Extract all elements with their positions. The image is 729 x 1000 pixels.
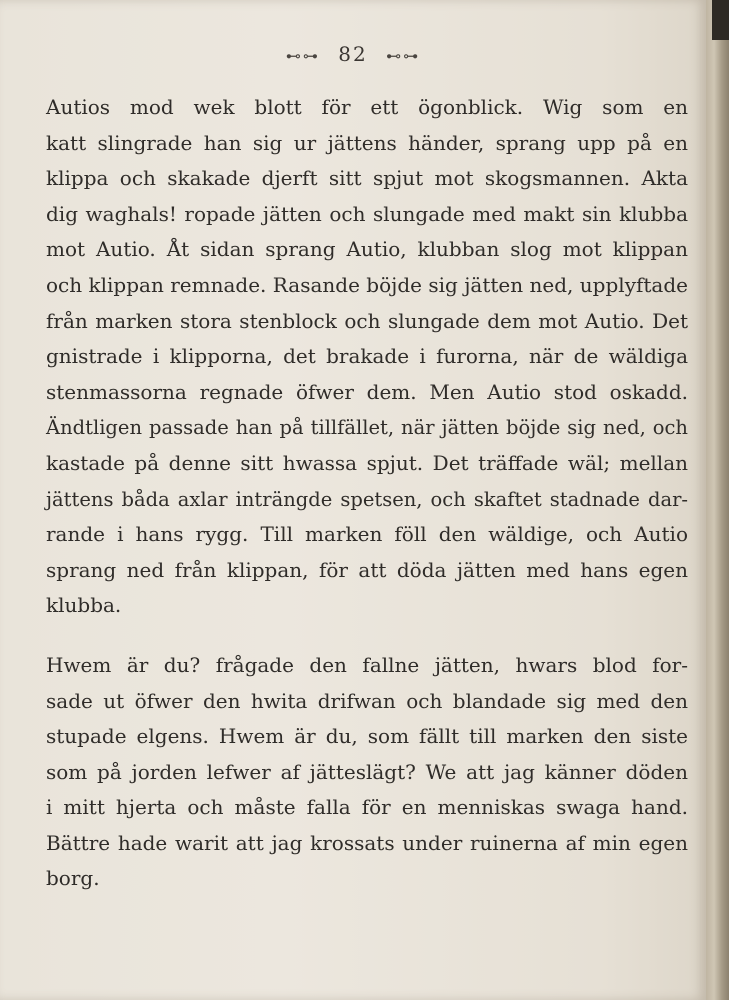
text-line: sprang ned från klippan, för att döda jätten med hans egen: [46, 557, 688, 582]
text-line: mot Autio. Åt sidan sprang Autio, klubban slog mot klippan: [46, 237, 688, 262]
text-line: sade ut öfwer den hwita drifwan och blandade sig med den: [46, 688, 688, 713]
text-line: rande i hans rygg. Till marken föll den wäldige, och Autio: [46, 522, 688, 547]
binding-shadow: [712, 0, 729, 40]
paragraph-1: [46, 90, 688, 624]
text-line: och klippan remnade. Rasande böjde sig jätten ned, upplyftade: [46, 272, 688, 297]
text-line: katt slingrade han sig ur jättens händer, sprang upp på en: [46, 130, 688, 155]
text-line: stupade elgens. Hwem är du, som fällt till marken den siste: [46, 724, 688, 749]
page-header: [0, 42, 706, 66]
text-line: dig waghals! ropade jätten och slungade med makt sin klubba: [46, 201, 688, 226]
text-line: som på jorden lefwer af jätteslägt? We att jag känner döden: [46, 759, 688, 784]
page-number: 82: [338, 42, 368, 66]
text-line: borg.: [46, 866, 100, 891]
text-line: stenmassorna regnade öfwer dem. Men Autio stod oskadd.: [46, 379, 688, 404]
text-line: jättens båda axlar inträngde spetsen, och skaftet stadnade dar-: [46, 487, 688, 511]
paragraph-2: [46, 648, 688, 897]
text-line: gnistrade i klipporna, det brakade i furorna, när de wäldiga: [46, 344, 688, 369]
text-line: Ändtligen passade han på tillfället, när jätten böjde sig ned, och: [46, 416, 688, 440]
page-body: [46, 90, 688, 897]
text-line: Autios mod wek blott för ett ögonblick. Wig som en: [46, 95, 688, 119]
text-line: kastade på denne sitt hwassa spjut. Det träffade wäl; mellan: [46, 450, 688, 475]
text-line: i mitt hjerta och måste falla för en menniskas swaga hand.: [46, 795, 688, 820]
ornament-left: ⊷⊶: [285, 47, 320, 65]
text-line: klippa och skakade djerft sitt spjut mot skogsmannen. Akta: [46, 166, 688, 191]
ornament-right: ⊷⊶: [386, 47, 421, 65]
page-edge: [706, 0, 729, 1000]
text-line: Hwem är du? frågade den fallne jätten, hwars blod for-: [46, 652, 688, 677]
text-line: klubba.: [46, 593, 122, 618]
text-line: Bättre hade warit att jag krossats under ruinerna af min egen: [46, 830, 688, 855]
text-line: från marken stora stenblock och slungade dem mot Autio. Det: [46, 308, 688, 333]
